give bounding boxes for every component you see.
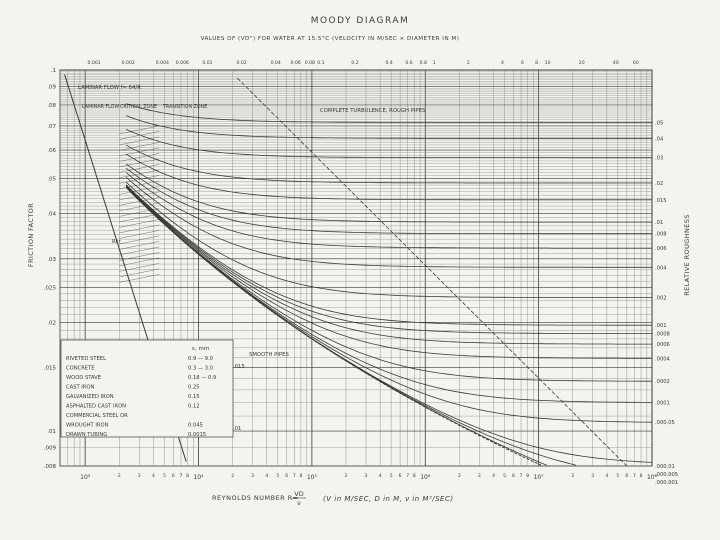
x-minor-tick-label: 8 <box>299 474 303 479</box>
right-roughness-label: .000,005 <box>655 472 679 478</box>
top-tick-label: 8 <box>535 61 539 66</box>
chart-title: MOODY DIAGRAM <box>310 16 410 26</box>
top-tick-label: 0.8 <box>419 61 427 66</box>
x-minor-tick-label: 5 <box>503 474 506 479</box>
xlabel-fraction-denominator: ν <box>297 499 301 507</box>
y-tick-label: .008 <box>43 464 56 470</box>
table-value: 0.9 — 9.0 <box>188 356 213 362</box>
roughness-table-header: ε, mm <box>192 346 210 352</box>
table-value: 0.18 — 0.9 <box>188 375 217 381</box>
critical-zone-label: CRITICAL ZONE <box>120 105 157 110</box>
x-minor-tick-label: 2 <box>344 474 348 479</box>
x-minor-tick-label: 3 <box>364 474 368 479</box>
table-value: 0.15 <box>188 394 200 400</box>
x-minor-tick-label: 5 <box>389 474 393 479</box>
x-tick-label: 10³ <box>80 474 91 481</box>
x-minor-tick-label: 2 <box>571 474 575 479</box>
x-minor-tick-label: 3 <box>137 474 141 479</box>
right-roughness-label: .000,01 <box>655 464 675 470</box>
roughness-curve <box>126 173 652 249</box>
right-roughness-label: .008 <box>655 231 667 238</box>
x-minor-tick-label: 6 <box>398 474 402 479</box>
top-tick-label: 0.06 <box>290 61 301 66</box>
right-roughness-label: .006 <box>655 246 667 253</box>
table-material: COMMERCIAL STEEL OR <box>66 413 128 419</box>
smooth-pipes-label: SMOOTH PIPES <box>249 352 289 358</box>
right-roughness-label: .0008 <box>655 331 670 338</box>
table-material: WOOD STAVE <box>66 375 102 381</box>
top-tick-label: 0.002 <box>121 61 135 66</box>
top-tick-label: 40 <box>612 61 619 66</box>
x-minor-tick-label: 6 <box>625 474 629 479</box>
x-minor-tick-label: 4 <box>265 474 269 479</box>
x-tick-label: 10⁶ <box>420 474 431 481</box>
x-tick-label: 10⁷ <box>533 474 544 481</box>
right-roughness-label: .002 <box>655 295 667 302</box>
top-tick-label: 10 <box>544 61 551 66</box>
right-roughness-label: .015 <box>655 197 667 204</box>
right-roughness-label: .05 <box>655 120 664 127</box>
top-tick-label: 0.004 <box>155 61 169 66</box>
x-tick-label: 10⁸ <box>646 474 658 481</box>
x-minor-tick-label: 8 <box>186 474 189 479</box>
roughness-curve <box>126 129 652 157</box>
laminar-flow-formula-label: LAMINAR FLOW f= 64/R <box>78 85 141 91</box>
top-tick-label: 0.02 <box>236 61 247 66</box>
xlabel-units: (V in M/SEC, D in M, ν in M²/SEC) <box>323 495 454 503</box>
right-axis-title: RELATIVE ROUGHNESS <box>683 214 691 296</box>
y-tick-label: .03 <box>47 256 56 263</box>
y-tick-label: .05 <box>47 176 56 183</box>
y-tick-label: .06 <box>47 148 56 155</box>
transition-zone-label: TRANSITION ZONE <box>163 105 208 110</box>
top-tick-label: 2 <box>466 61 470 66</box>
top-tick-label: 0.01 <box>202 61 213 66</box>
table-material: RIVETED STEEL <box>66 356 106 362</box>
x-minor-tick-label: 4 <box>492 474 495 479</box>
top-tick-label: 0.1 <box>317 61 325 66</box>
top-tick-label: 0.4 <box>385 61 393 66</box>
right-roughness-label: .03 <box>655 155 664 162</box>
x-minor-tick-label: 7 <box>406 474 410 479</box>
table-material: DRAWN TUBING <box>66 432 108 438</box>
x-minor-tick-label: 7 <box>633 474 636 479</box>
right-roughness-label: .0006 <box>655 342 670 349</box>
x-minor-tick-label: 6 <box>285 474 289 479</box>
table-value: 0.0015 <box>188 432 207 438</box>
y-tick-label: .015 <box>43 365 56 372</box>
complete-turbulence-label: COMPLETE TURBULENCE, ROUGH PIPES <box>320 108 426 114</box>
right-roughness-label: .01 <box>655 220 664 227</box>
right-roughness-label: .02 <box>655 181 664 188</box>
y-tick-label: .1 <box>50 68 56 74</box>
x-minor-tick-label: 2 <box>457 474 461 479</box>
table-material: GALVANIZED IRON <box>66 394 114 400</box>
x-minor-tick-label: 4 <box>378 474 382 479</box>
table-value: 0.25 <box>188 384 200 391</box>
xlabel-main: REYNOLDS NUMBER R= <box>212 494 299 502</box>
xlabel-fraction-numerator: VD <box>294 490 304 498</box>
inner-label: .01 <box>233 426 242 432</box>
table-material: ASPHALTED CAST IRON <box>66 403 127 410</box>
x-minor-tick-label: 2 <box>231 474 235 479</box>
x-minor-tick-label: 8 <box>526 474 530 479</box>
x-minor-tick-label: 6 <box>512 474 515 479</box>
x-minor-tick-label: 5 <box>616 474 620 479</box>
x-minor-tick-label: 8 <box>639 474 643 479</box>
x-minor-tick-label: 7 <box>179 474 183 479</box>
top-tick-label: 20 <box>578 61 585 66</box>
x-axis-title <box>212 490 454 507</box>
y-tick-label: .08 <box>47 102 56 109</box>
y-tick-label: .009 <box>43 445 56 452</box>
x-minor-tick-label: 5 <box>162 474 166 479</box>
right-roughness-label: .004 <box>655 265 667 272</box>
y-tick-label: .025 <box>43 285 56 292</box>
table-material: CAST IRON <box>66 384 95 391</box>
y-axis-title: FRICTION FACTOR <box>27 202 35 268</box>
top-tick-label: 0.001 <box>87 61 101 66</box>
top-tick-label: 0.2 <box>351 61 359 66</box>
roughness-curve <box>126 168 652 234</box>
table-material: WROUGHT IRON <box>66 422 109 429</box>
x-tick-label: 10⁴ <box>193 474 204 481</box>
top-tick-label: 60 <box>632 61 639 66</box>
top-tick-label: 1 <box>432 61 436 66</box>
x-minor-tick-label: 7 <box>292 474 296 479</box>
y-tick-label: .02 <box>47 320 56 327</box>
y-tick-label: .09 <box>47 84 56 91</box>
x-minor-tick-label: 8 <box>412 474 416 479</box>
right-roughness-label: .000,001 <box>655 480 679 486</box>
x-minor-tick-label: 3 <box>477 474 481 479</box>
x-tick-label: 10⁵ <box>306 474 317 481</box>
x-minor-tick-label: 3 <box>591 474 595 479</box>
table-value: 0.045 <box>188 422 203 429</box>
top-tick-label: 0.04 <box>270 61 281 66</box>
y-tick-label: .01 <box>47 429 56 436</box>
x-minor-tick-label: 3 <box>251 474 255 479</box>
x-minor-tick-label: 4 <box>605 474 609 479</box>
right-roughness-label: .000,05 <box>655 420 675 427</box>
table-material: CONCRETE <box>66 365 95 372</box>
top-tick-label: 0.6 <box>405 61 413 66</box>
x-minor-tick-label: 7 <box>519 474 523 479</box>
top-tick-label: 4 <box>501 61 504 66</box>
table-value: 0.12 <box>188 403 200 410</box>
y-tick-label: .07 <box>47 123 56 130</box>
y-tick-label: .04 <box>47 211 56 218</box>
x-minor-tick-label: 2 <box>117 474 121 479</box>
roughness-table <box>61 340 233 438</box>
top-tick-label: 0.08 <box>304 61 315 66</box>
right-roughness-label: .0002 <box>655 379 670 386</box>
rcr-label: Rcr <box>112 239 121 245</box>
top-tick-label: 0.006 <box>175 61 189 66</box>
right-roughness-label: .0004 <box>655 356 670 363</box>
laminar-flow-label: LAMINAR FLOW <box>82 105 120 110</box>
x-minor-tick-label: 5 <box>276 474 280 479</box>
right-roughness-label: .04 <box>655 136 664 143</box>
right-roughness-label: .001 <box>655 323 667 330</box>
right-roughness-label: .0001 <box>655 400 670 407</box>
top-axis-label: VALUES OF (VD") FOR WATER AT 15.5°C (VELOCITY IN M/SEC × DIAMETER IN M) <box>200 36 460 42</box>
table-value: 0.3 — 3.0 <box>188 365 213 372</box>
inner-label: .015 <box>233 364 245 370</box>
top-tick-label: 6 <box>520 61 524 66</box>
x-minor-tick-label: 6 <box>171 474 175 479</box>
x-minor-tick-label: 4 <box>151 474 155 479</box>
